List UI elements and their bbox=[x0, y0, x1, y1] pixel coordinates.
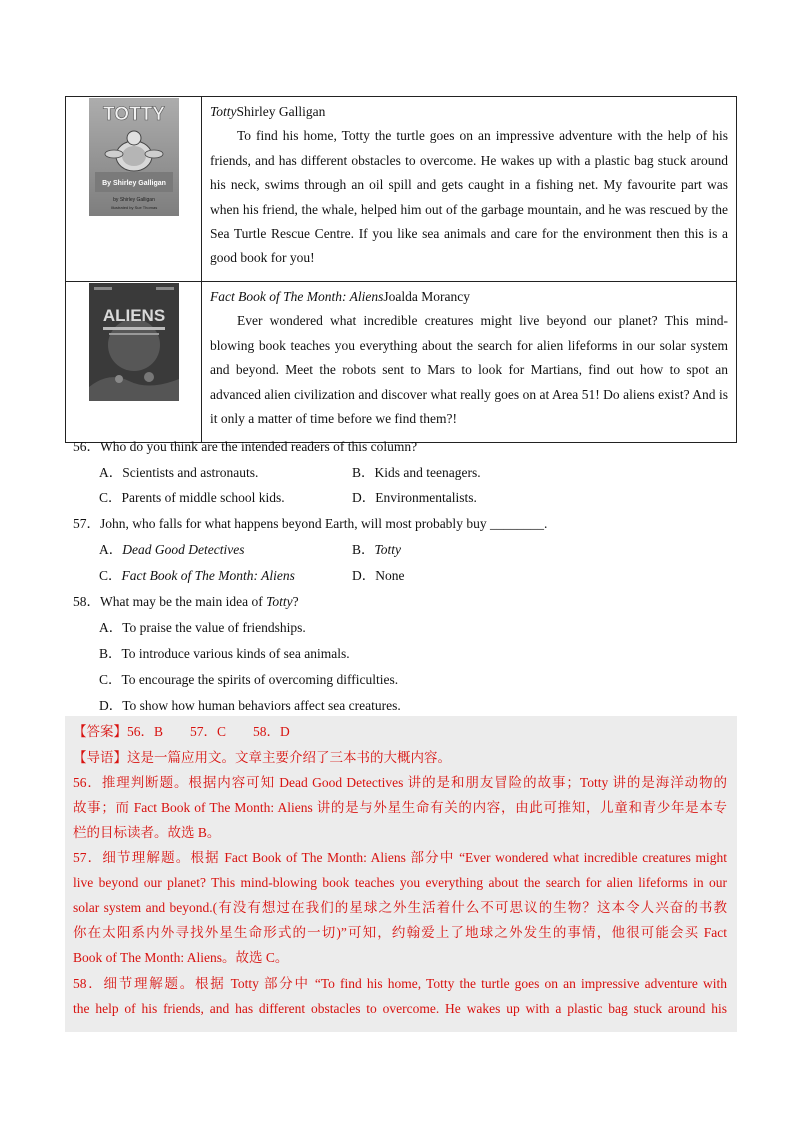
totty-cover-image bbox=[89, 98, 179, 216]
explanation-58-line: 58．细节理解题。根据 Totty 部分中 “To find his home, Totty the turtle goes on an impressive adventure with bbox=[73, 976, 727, 991]
q56-option-c: C．Parents of middle school kids. bbox=[99, 490, 285, 505]
explanation-57-line: Book of The Month: Aliens。故选 C。 bbox=[73, 950, 289, 965]
explanation-56-line: 栏的目标读者。故选 B。 bbox=[73, 825, 221, 840]
q56-option-b: B．Kids and teenagers. bbox=[352, 465, 481, 480]
explanation-56-line: 故事；而 Fact Book of The Month: Aliens 讲的是与外星生命有关的内容，由此可推知，儿童和青少年是本专 bbox=[73, 800, 727, 815]
q58-option-d: D．To show how human behaviors affect sea creatures. bbox=[99, 698, 401, 713]
question-58-stem: 58．What may be the main idea of Totty? bbox=[73, 594, 299, 609]
explanation-57-line: 57．细节理解题。根据 Fact Book of The Month: Aliens 部分中 “Ever wondered what incredible creatures might bbox=[73, 850, 727, 865]
book-title-line bbox=[210, 100, 728, 124]
q57-option-c: C．Fact Book of The Month: Aliens bbox=[99, 568, 295, 583]
book-row-totty bbox=[66, 97, 737, 282]
book-author: Joalda Morancy bbox=[383, 289, 470, 304]
totty-cover-illustrator: Illustrated by Sue Thomas bbox=[110, 205, 157, 210]
q57-option-b: B．Totty bbox=[352, 542, 402, 557]
totty-cover-title: TOTTY bbox=[102, 104, 165, 125]
aliens-cover-image bbox=[89, 283, 179, 401]
explanation-57-line: 你在太阳系内外寻找外星生命形式的一切)”可知，约翰爱上了地球之外发生的事情，他很可能会买 Fact bbox=[73, 925, 727, 940]
book-row-aliens bbox=[66, 282, 737, 443]
book-cover-cell bbox=[66, 97, 202, 282]
book-title-line bbox=[210, 285, 728, 309]
explanation-56-line: 56．推理判断题。根据内容可知 Dead Good Detectives 讲的是和朋友冒险的故事；Totty 讲的是海洋动物的 bbox=[73, 775, 727, 790]
q56-option-a: A．Scientists and astronauts. bbox=[99, 465, 259, 480]
question-57-stem: 57．John, who falls for what happens beyond Earth, will most probably buy ________. bbox=[73, 516, 548, 531]
book-table bbox=[65, 96, 737, 443]
book-title: Fact Book of The Month: Aliens bbox=[210, 289, 384, 304]
totty-cover-byline: By Shirley Galligan bbox=[101, 180, 166, 187]
book-description: To find his home, Totty the turtle goes on an impressive adventure with the help of his friends, and has different obstacles to overcome. He wakes up with a plastic bag stuck around his neck, swims through an oil spill and gets caught in a fishing net. My favourite part was when his friend, the whale, helped him out of the garbage mountain, and he was rescued by the Sea Turtle Rescue Centre. If you like sea animals and care for the environment then this is a good book for you! bbox=[210, 128, 728, 266]
book-description: Ever wondered what incredible creatures might live beyond our planet? This mind-blowing book teaches you everything about the search for alien lifeforms in our solar system and beyond. Meet the robots sent to Mars to look for Martians, find out how to spot an advanced alien civilization and discover what really goes on at Area 51! Do aliens exist? And is it only a matter of time before we find them?! bbox=[210, 313, 728, 427]
q58-option-b: B．To introduce various kinds of sea animals. bbox=[99, 646, 350, 661]
book-title: Totty bbox=[210, 104, 237, 119]
book-author: Shirley Galligan bbox=[236, 104, 326, 119]
q58-option-c: C．To encourage the spirits of overcoming difficulties. bbox=[99, 672, 399, 687]
book-text-cell bbox=[202, 282, 737, 443]
guide-line: 【导语】这是一篇应用文。文章主要介绍了三本书的大概内容。 bbox=[73, 750, 451, 765]
explanation-57-line: solar system and beyond.(有没有想过在我们的星球之外生活着什么不可思议的生物？这本令人兴奋的书教 bbox=[73, 900, 727, 915]
q57-option-d: D．None bbox=[352, 568, 405, 583]
book-text-cell bbox=[202, 97, 737, 282]
explanation-57-line: live beyond our planet? This mind-blowing book teaches you everything about the search for alien lifeforms in our bbox=[73, 875, 727, 890]
q58-option-a: A．To praise the value of friendships. bbox=[99, 620, 306, 635]
aliens-cover-title: ALIENS bbox=[102, 306, 165, 325]
explanation-58-line: the help of his friends, and has different obstacles to overcome. He wakes up with a plastic bag stuck around his bbox=[73, 1001, 727, 1016]
answer-line: 【答案】56．B 57．C 58．D bbox=[73, 724, 290, 739]
totty-cover-credit: by Shirley Galligan bbox=[112, 197, 155, 203]
question-56-stem: 56．Who do you think are the intended readers of this column? bbox=[73, 439, 418, 454]
book-cover-cell bbox=[66, 282, 202, 443]
q57-option-a: A．Dead Good Detectives bbox=[99, 542, 245, 557]
q56-option-d: D．Environmentalists. bbox=[352, 490, 477, 505]
